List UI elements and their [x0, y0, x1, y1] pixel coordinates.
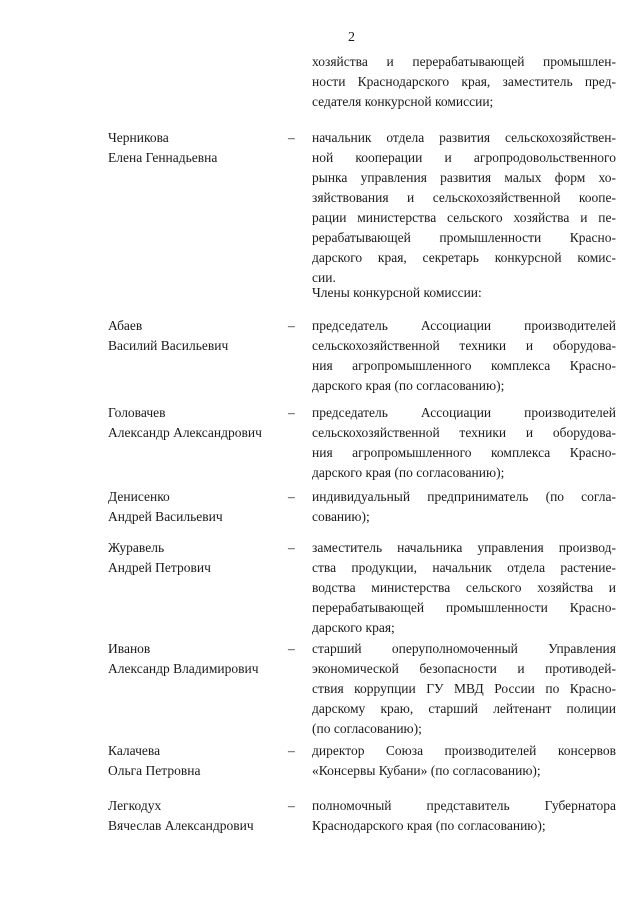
position-description: [312, 538, 616, 638]
text-line: заместитель начальника управления производ-: [312, 540, 616, 555]
members-heading: Члены конкурсной комиссии:: [312, 285, 482, 300]
text-line: индивидуальный предприниматель (по согла-: [312, 489, 616, 504]
text-line: ствия коррупции ГУ МВД России по Красно-: [312, 681, 616, 696]
text-line: рации министерства сельского хозяйства и пе-: [312, 210, 616, 225]
text-line: экономической безопасности и противодей-: [312, 661, 616, 676]
text-line: дарского края, секретарь конкурсной комис-: [312, 250, 616, 265]
text-line: дарского края (по согласованию);: [312, 465, 505, 480]
given-names: Елена Геннадьевна: [108, 150, 218, 165]
dash-separator: –: [288, 540, 295, 555]
given-names: Ольга Петровна: [108, 763, 201, 778]
person-name: [108, 639, 288, 679]
text-line: ства продукции, начальник отдела растение-: [312, 560, 616, 575]
given-names: Андрей Васильевич: [108, 509, 223, 524]
dash-separator: –: [288, 489, 295, 504]
text-line: водства министерства сельского хозяйства и: [312, 580, 616, 595]
given-names: Андрей Петрович: [108, 560, 211, 575]
text-line: ния агропромышленного комплекса Красно-: [312, 445, 616, 460]
text-line: рерабатывающей промышленности Красно-: [312, 230, 616, 245]
position-description: [312, 639, 616, 739]
person-name: [108, 796, 288, 836]
text-line: начальник отдела развития сельскохозяйствен-: [312, 130, 616, 145]
dash-separator: –: [288, 318, 295, 333]
position-description: [312, 316, 616, 396]
text-line: «Консервы Кубани» (по согласованию);: [312, 763, 541, 778]
position-description: [312, 403, 616, 483]
text-line: перерабатывающей промышленности Красно-: [312, 600, 616, 615]
position-description: [312, 128, 616, 288]
dash-separator: –: [288, 798, 295, 813]
position-description: [312, 741, 616, 781]
surname: Легкодух: [108, 798, 162, 813]
surname: Абаев: [108, 318, 143, 333]
surname: Журавель: [108, 540, 165, 555]
text-line: зяйствования и сельскохозяйственной коопе-: [312, 190, 616, 205]
surname: Черникова: [108, 130, 169, 145]
dash-separator: –: [288, 743, 295, 758]
text-line: хозяйства и перерабатывающей промышлен-: [312, 54, 616, 69]
given-names: Александр Александрович: [108, 425, 262, 440]
page-number: 2: [348, 30, 355, 45]
surname: Денисенко: [108, 489, 170, 504]
person-name: [108, 741, 288, 781]
given-names: Василий Васильевич: [108, 338, 229, 353]
person-name: [108, 538, 288, 578]
text-line: сованию);: [312, 509, 370, 524]
person-name: [108, 403, 288, 443]
text-line: сельскохозяйственной техники и оборудова-: [312, 425, 616, 440]
text-line: полномочный представитель Губернатора: [312, 798, 616, 813]
text-line: старший оперуполномоченный Управления: [312, 641, 616, 656]
text-line: (по согласованию);: [312, 721, 422, 736]
text-line: дарского края (по согласованию);: [312, 378, 505, 393]
text-line: директор Союза производителей консервов: [312, 743, 616, 758]
dash-separator: –: [288, 130, 295, 145]
text-line: сельскохозяйственной техники и оборудова-: [312, 338, 616, 353]
surname: Иванов: [108, 641, 151, 656]
position-description: [312, 487, 616, 527]
given-names: Александр Владимирович: [108, 661, 259, 676]
person-name: [108, 487, 288, 527]
position-description: [312, 796, 616, 836]
text-line: сии.: [312, 270, 336, 285]
text-line: Краснодарского края (по согласованию);: [312, 818, 546, 833]
text-line: председатель Ассоциации производителей: [312, 405, 616, 420]
text-line: дарского края;: [312, 620, 395, 635]
text-line: ности Краснодарского края, заместитель пред-: [312, 74, 616, 89]
dash-separator: –: [288, 641, 295, 656]
text-line: рынка управления развития малых форм хо-: [312, 170, 616, 185]
person-name: [108, 316, 288, 356]
person-name: [108, 128, 288, 168]
surname: Калачева: [108, 743, 161, 758]
text-line: председатель Ассоциации производителей: [312, 318, 616, 333]
dash-separator: –: [288, 405, 295, 420]
text-line: дарскому краю, старший лейтенант полиции: [312, 701, 616, 716]
given-names: Вячеслав Александрович: [108, 818, 254, 833]
text-line: ной кооперации и агропродовольственного: [312, 150, 616, 165]
surname: Головачев: [108, 405, 166, 420]
text-line: ния агропромышленного комплекса Красно-: [312, 358, 616, 373]
text-line: седателя конкурсной комиссии;: [312, 94, 494, 109]
intro-text: [312, 52, 616, 112]
